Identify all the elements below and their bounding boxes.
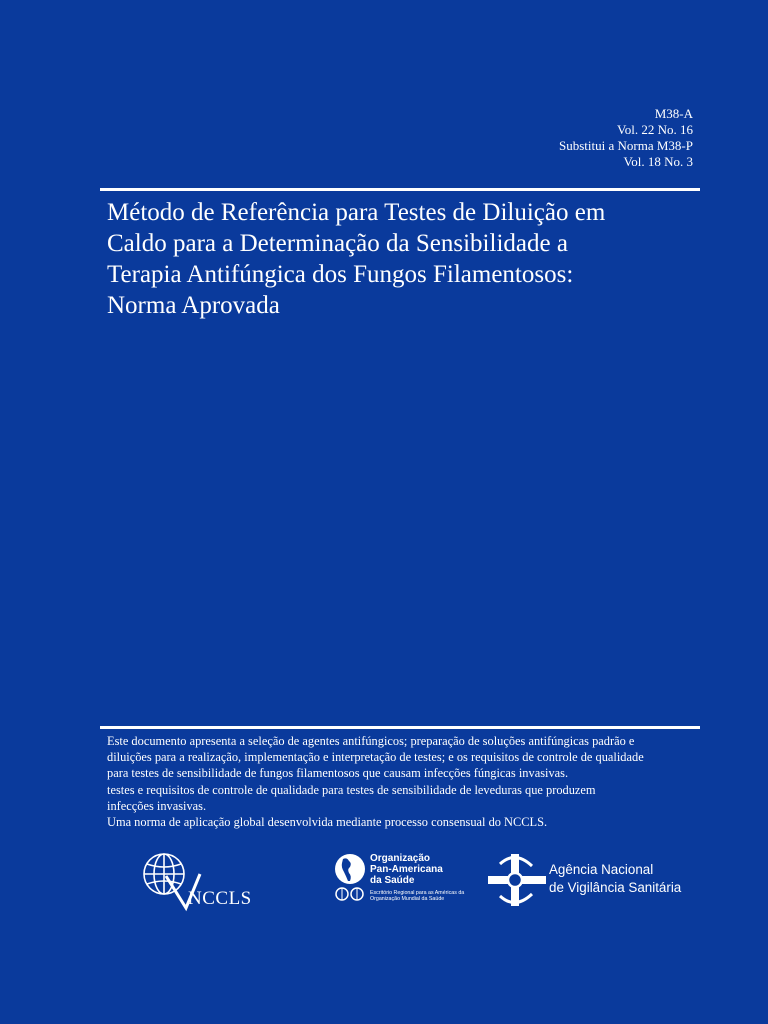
- description-line: testes e requisitos de controle de qualidade para testes de sensibilidade de leveduras que produzem: [107, 782, 596, 797]
- document-title: [107, 197, 697, 321]
- top-divider: [100, 188, 700, 191]
- opas-subtitle: Escritório Regional para as Américas da Organização Mundial da Saúde: [370, 890, 465, 902]
- volume-number: Vol. 22 No. 16: [617, 122, 693, 137]
- description-line: para testes de sensibilidade de fungos filamentosos que causam infecções fúngicas invasivas.: [107, 766, 569, 781]
- title-line: Terapia Antifúngica dos Fungos Filamentosos:: [107, 261, 574, 288]
- title-line: Norma Aprovada: [107, 292, 280, 319]
- bottom-divider: [100, 726, 700, 729]
- anvisa-logo: [486, 852, 701, 908]
- standard-code: M38-A: [654, 106, 693, 121]
- nccls-logo: [140, 850, 270, 912]
- description-line: Este documento apresenta a seleção de agentes antifúngicos; preparação de soluções antifúngicas padrão e: [107, 734, 635, 748]
- document-description: [107, 733, 707, 830]
- description-line: diluições para a realização, implementação e interpretação de testes; e os requisitos de controle de qualidade: [107, 750, 644, 765]
- title-line: Caldo para a Determinação da Sensibilidade a: [107, 230, 568, 257]
- replaces-volume: Vol. 18 No. 3: [623, 154, 693, 169]
- reference-block: [559, 106, 693, 170]
- nccls-wordmark: NCCLS: [188, 888, 252, 909]
- title-line: Método de Referência para Testes de Diluição em: [107, 199, 606, 226]
- opas-logo: [333, 852, 463, 904]
- description-line: Uma norma de aplicação global desenvolvida mediante processo consensual do NCCLS.: [107, 815, 548, 830]
- opas-name: Organização Pan-Americana da Saúde: [370, 853, 443, 886]
- anvisa-name: Agência Nacional de Vigilância Sanitária: [549, 862, 682, 895]
- americas-globe-icon: [333, 852, 369, 904]
- anvisa-cross-icon: [486, 852, 548, 908]
- description-line: infecções invasivas.: [107, 798, 207, 813]
- replaces-note: Substitui a Norma M38-P: [559, 138, 693, 153]
